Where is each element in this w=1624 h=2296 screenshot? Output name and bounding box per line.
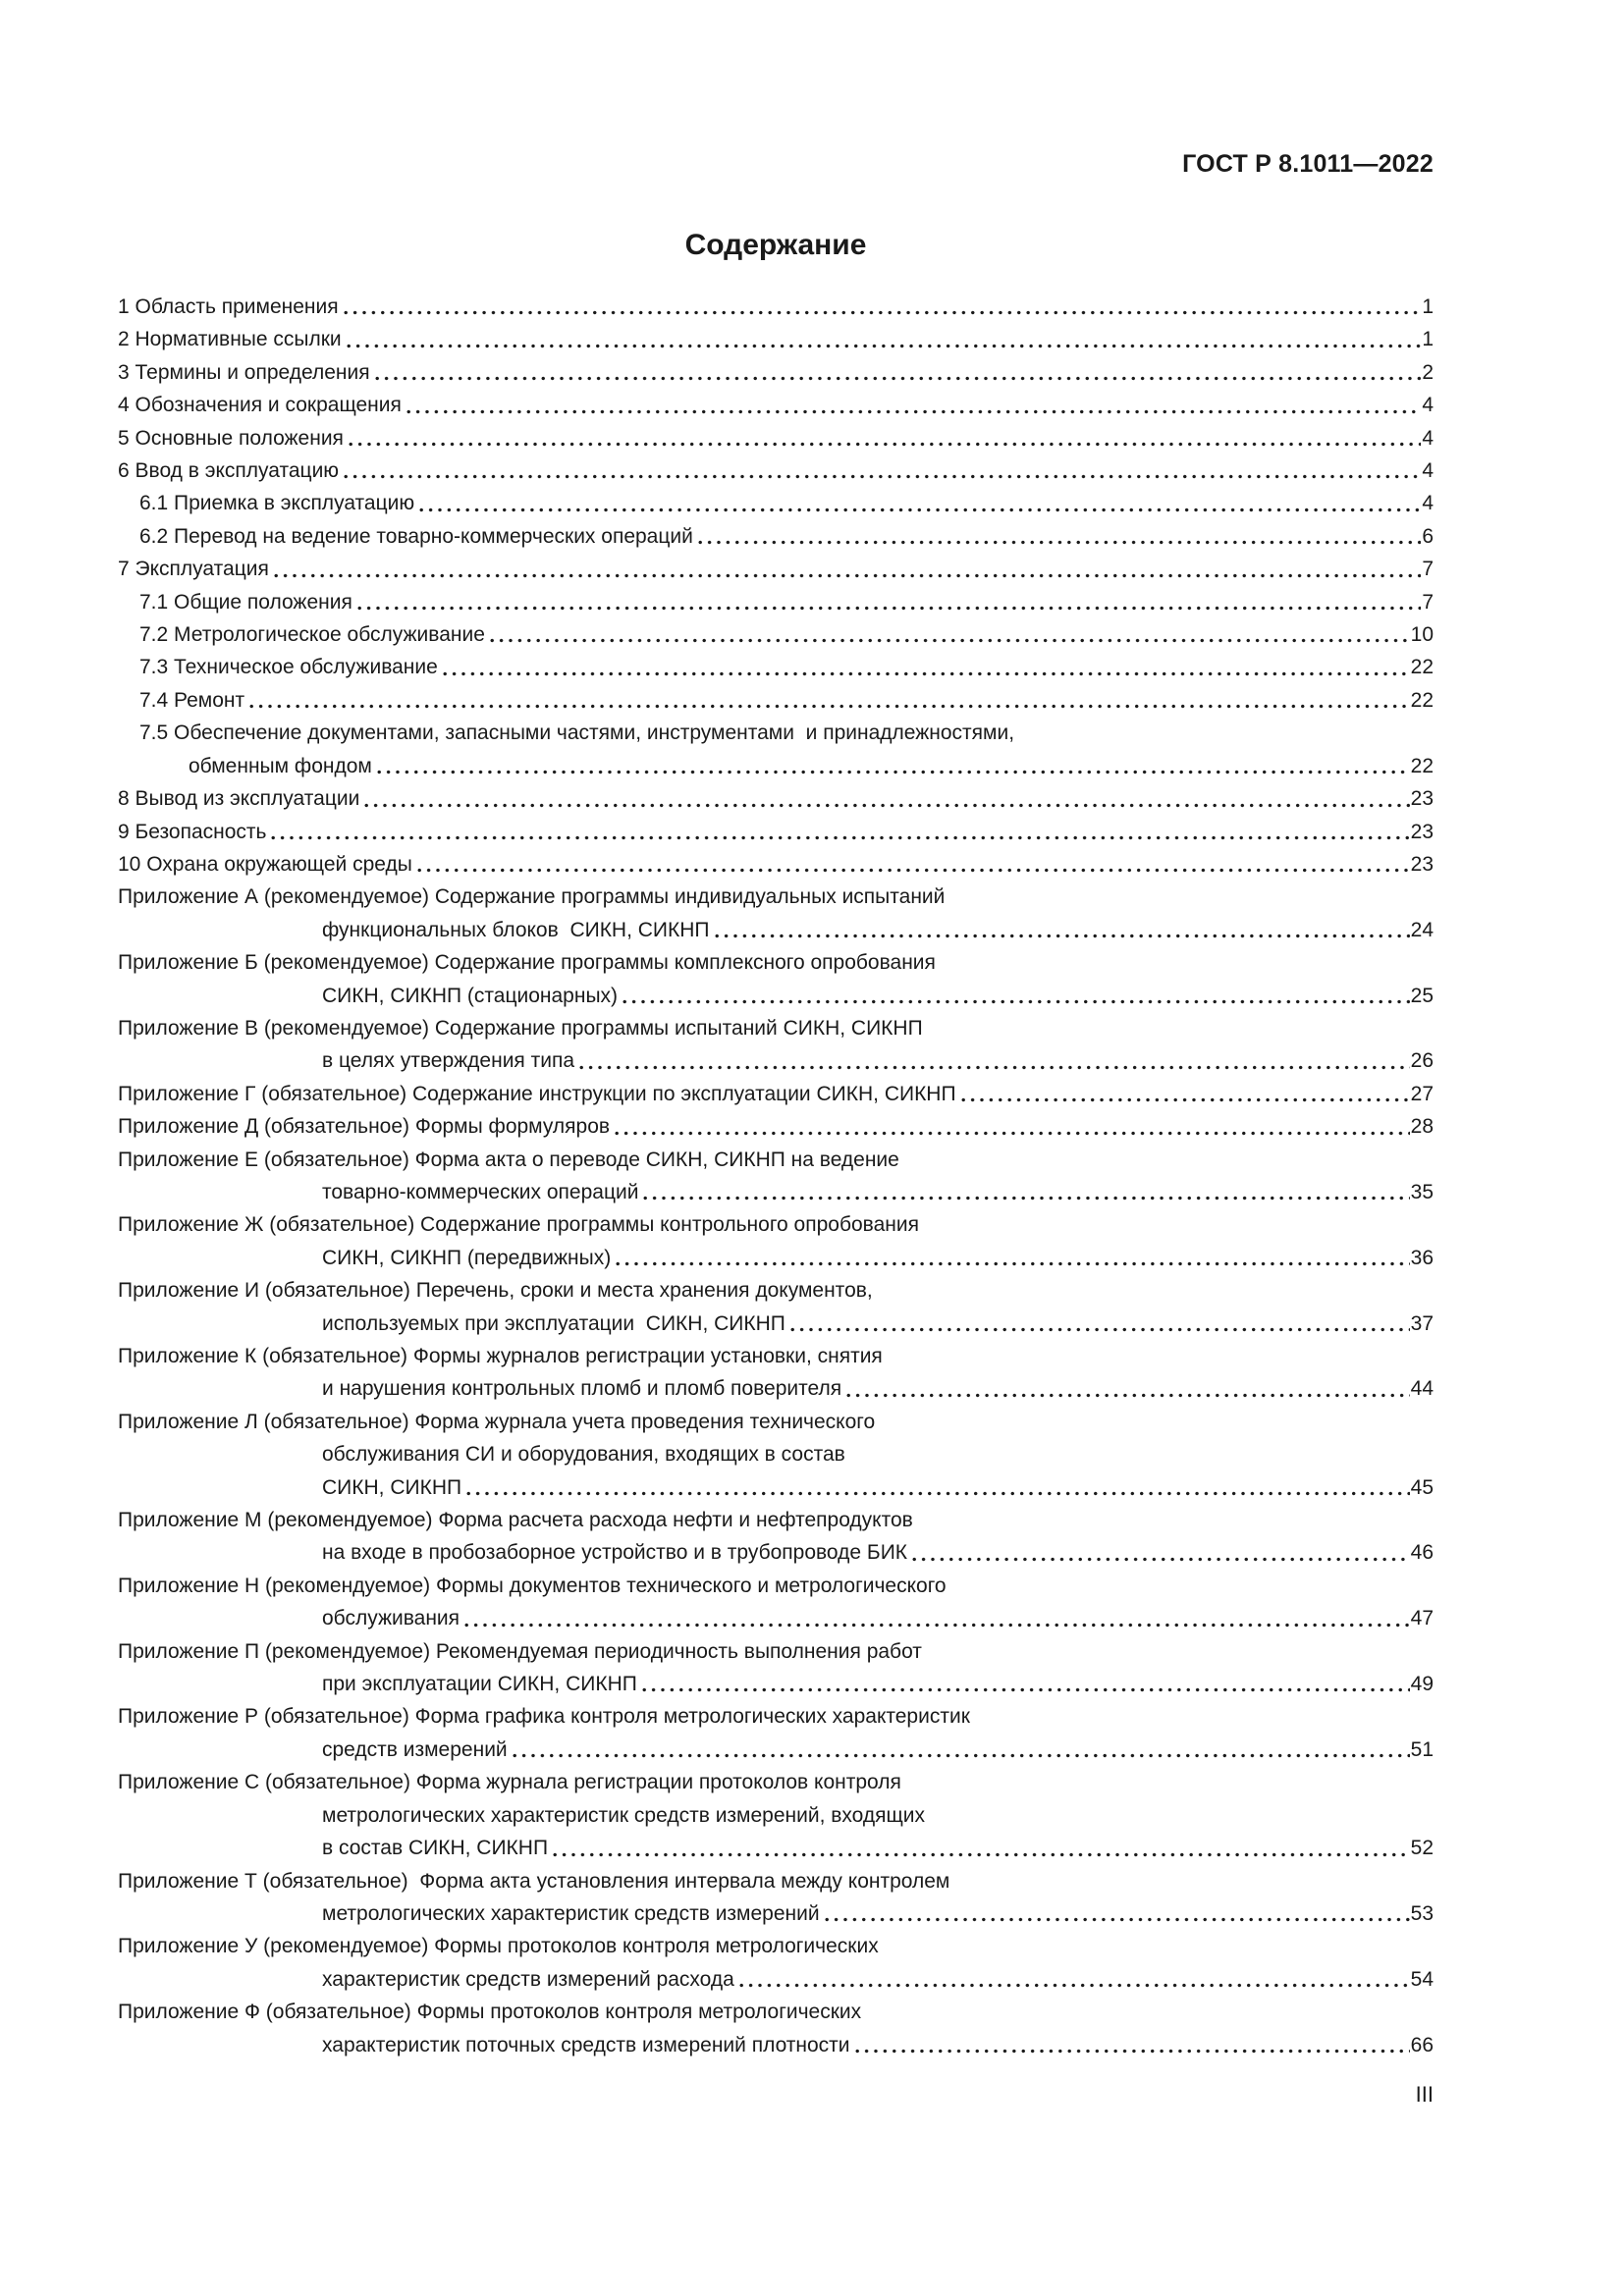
toc-entry-text: при эксплуатации СИКН, СИКНП: [322, 1673, 637, 1696]
toc-entry-text: 7.2 Метрологическое обслуживание: [139, 623, 485, 647]
toc-entry: [118, 750, 1434, 782]
toc-page-number: 37: [1410, 1311, 1434, 1335]
toc-page-number: 45: [1410, 1475, 1434, 1499]
toc-entry: [118, 2029, 1434, 2061]
toc-entry-text: СИКН, СИКНП: [322, 1475, 462, 1499]
toc-entry: [118, 651, 1434, 683]
toc-entry: [118, 717, 1434, 749]
toc-page-number: 47: [1410, 1607, 1434, 1630]
toc-page-number: 36: [1410, 1246, 1434, 1269]
toc-leader-dots: [417, 868, 1410, 873]
toc-page-number: 44: [1410, 1377, 1434, 1401]
toc-entry-text: и нарушения контрольных пломб и пломб поверителя: [322, 1377, 842, 1401]
toc-entry: [118, 1044, 1434, 1077]
toc-entry: [118, 553, 1434, 585]
toc-entry-text: 6.1 Приемка в эксплуатацию: [139, 492, 415, 515]
toc-entry: [118, 356, 1434, 389]
toc-page-number: 4: [1422, 426, 1434, 450]
toc-page-number: 2: [1422, 360, 1434, 384]
toc-page-number: 28: [1410, 1115, 1434, 1139]
toc-leader-dots: [443, 671, 1410, 676]
toc-entry-text: Приложение Г (обязательное) Содержание инструкции по эксплуатации СИКН, СИКНП: [118, 1082, 956, 1105]
toc-entry-text: 3 Термины и определения: [118, 360, 370, 384]
toc-entry: [118, 1668, 1434, 1700]
toc-entry-text: Приложение И (обязательное) Перечень, сроки и места хранения документов,: [118, 1279, 873, 1303]
toc-leader-dots: [855, 2049, 1410, 2054]
toc-leader-dots: [698, 540, 1421, 545]
toc-page-number: 22: [1410, 688, 1434, 712]
toc-entry-text: обменным фондом: [189, 754, 372, 777]
toc-entry-text: Приложение Н (рекомендуемое) Формы документов технического и метрологического: [118, 1574, 947, 1597]
toc-leader-dots: [616, 1261, 1409, 1266]
toc-entry-text: 7.5 Обеспечение документами, запасными частями, инструментами и принадлежностями,: [139, 721, 1015, 745]
toc-page-number: 35: [1410, 1180, 1434, 1203]
toc-leader-dots: [344, 310, 1422, 315]
toc-entry: [118, 520, 1434, 553]
toc-page-number: 22: [1410, 754, 1434, 777]
toc-entry-text: Приложение Б (рекомендуемое) Содержание программы комплексного опробования: [118, 951, 936, 975]
toc-entry-text: 2 Нормативные ссылки: [118, 328, 342, 351]
toc-entry: [118, 1078, 1434, 1110]
toc-entry: [118, 1865, 1434, 1897]
toc-entry: [118, 291, 1434, 323]
toc-entry-text: Приложение П (рекомендуемое) Рекомендуемая периодичность выполнения работ: [118, 1639, 922, 1663]
toc-entry: [118, 1242, 1434, 1274]
toc-entry-text: обслуживания СИ и оборудования, входящих в состав: [322, 1443, 845, 1467]
toc-entry: [118, 422, 1434, 454]
toc-entry-text: на входе в пробозаборное устройство и в трубопроводе БИК: [322, 1541, 908, 1565]
page-number: III: [1415, 2081, 1434, 2107]
toc-page-number: 7: [1422, 590, 1434, 614]
toc-entry-text: Приложение Т (обязательное) Форма акта установления интервала между контролем: [118, 1869, 950, 1893]
toc-page-number: 6: [1422, 524, 1434, 548]
toc-entry-text: СИКН, СИКНП (передвижных): [322, 1246, 612, 1269]
toc-entry: [118, 1799, 1434, 1832]
toc-entry-text: 6 Ввод в эксплуатацию: [118, 459, 340, 483]
toc-entry-text: в состав СИКН, СИКНП: [322, 1837, 549, 1860]
table-of-contents: [118, 291, 1434, 2061]
toc-entry: [118, 1504, 1434, 1536]
toc-leader-dots: [271, 835, 1409, 840]
toc-entry: [118, 1110, 1434, 1143]
toc-entry: [118, 1208, 1434, 1241]
toc-page-number: 53: [1410, 1901, 1434, 1925]
toc-page-number: 4: [1422, 459, 1434, 483]
toc-entry-text: Приложение Ф (обязательное) Формы протоколов контроля метрологических: [118, 2001, 862, 2024]
toc-entry-text: товарно-коммерческих операций: [322, 1180, 639, 1203]
toc-title: Содержание: [684, 229, 867, 261]
toc-entry: [118, 1570, 1434, 1602]
toc-entry-text: метрологических характеристик средств измерений: [322, 1901, 820, 1925]
toc-entry-text: 8 Вывод из эксплуатации: [118, 787, 360, 811]
toc-page-number: 51: [1410, 1737, 1434, 1761]
toc-page-number: 7: [1422, 558, 1434, 581]
toc-page-number: 46: [1410, 1541, 1434, 1565]
toc-leader-dots: [961, 1097, 1410, 1102]
toc-leader-dots: [846, 1393, 1410, 1398]
toc-page-number: 10: [1410, 623, 1434, 647]
toc-entry: [118, 1340, 1434, 1372]
toc-page-number: 66: [1410, 2033, 1434, 2056]
toc-leader-dots: [377, 770, 1410, 774]
toc-page-number: 49: [1410, 1673, 1434, 1696]
toc-entry-text: Приложение К (обязательное) Формы журналов регистрации установки, снятия: [118, 1345, 883, 1367]
toc-leader-dots: [349, 442, 1421, 447]
toc-page-number: 54: [1410, 1967, 1434, 1991]
toc-leader-dots: [274, 573, 1421, 578]
toc-leader-dots: [375, 376, 1422, 381]
toc-entry: [118, 389, 1434, 421]
toc-page-number: 23: [1410, 852, 1434, 876]
toc-leader-dots: [912, 1557, 1410, 1562]
toc-entry: [118, 1274, 1434, 1307]
toc-entry: [118, 848, 1434, 881]
toc-page-number: 24: [1410, 918, 1434, 941]
toc-entry: [118, 946, 1434, 979]
toc-entry: [118, 1832, 1434, 1864]
toc-leader-dots: [790, 1327, 1410, 1332]
toc-leader-dots: [553, 1852, 1410, 1857]
toc-entry-text: характеристик поточных средств измерений плотности: [322, 2033, 850, 2056]
toc-leader-dots: [357, 606, 1421, 611]
toc-entry-text: 7 Эксплуатация: [118, 558, 269, 581]
toc-entry-text: 10 Охрана окружающей среды: [118, 852, 412, 876]
toc-entry: [118, 1635, 1434, 1668]
toc-leader-dots: [715, 934, 1410, 938]
toc-page-number: 1: [1422, 295, 1434, 318]
toc-entry: [118, 1734, 1434, 1766]
toc-page-number: 26: [1410, 1049, 1434, 1073]
toc-entry-text: 4 Обозначения и сокращения: [118, 394, 402, 417]
toc-entry: [118, 1308, 1434, 1340]
toc-entry-text: функциональных блоков СИКН, СИКНП: [322, 918, 710, 941]
toc-leader-dots: [464, 1623, 1410, 1628]
toc-entry: [118, 782, 1434, 815]
toc-leader-dots: [579, 1065, 1410, 1070]
toc-entry: [118, 1471, 1434, 1504]
toc-entry-text: характеристик средств измерений расхода: [322, 1967, 734, 1991]
toc-entry: [118, 1372, 1434, 1405]
toc-page-number: 23: [1410, 820, 1434, 843]
toc-entry-text: 7.4 Ремонт: [139, 688, 245, 712]
toc-leader-dots: [739, 1983, 1410, 1988]
toc-page-number: 1: [1422, 328, 1434, 351]
toc-leader-dots: [466, 1491, 1410, 1496]
toc-entry: [118, 487, 1434, 519]
toc-entry: [118, 816, 1434, 848]
toc-entry: [118, 1536, 1434, 1569]
toc-page-number: 52: [1410, 1837, 1434, 1860]
toc-leader-dots: [513, 1753, 1410, 1758]
toc-entry: [118, 586, 1434, 618]
toc-entry-text: 1 Область применения: [118, 295, 339, 318]
toc-entry: [118, 1012, 1434, 1044]
toc-entry: [118, 1897, 1434, 1930]
toc-entry-text: 9 Безопасность: [118, 820, 267, 843]
toc-leader-dots: [406, 409, 1421, 414]
toc-entry-text: 7.3 Техническое обслуживание: [139, 656, 438, 679]
toc-leader-dots: [419, 507, 1421, 512]
toc-entry-text: Приложение У (рекомендуемое) Формы протоколов контроля метрологических: [118, 1935, 879, 1958]
toc-entry: [118, 1602, 1434, 1634]
toc-entry-text: метрологических характеристик средств измерений, входящих: [322, 1803, 926, 1827]
toc-entry-text: Приложение Л (обязательное) Форма журнала учета проведения технического: [118, 1410, 876, 1433]
toc-leader-dots: [249, 704, 1410, 709]
toc-entry: [118, 1700, 1434, 1733]
toc-entry-text: Приложение Р (обязательное) Форма графика контроля метрологических характеристик: [118, 1705, 970, 1729]
toc-page-number: 4: [1422, 492, 1434, 515]
toc-entry-text: 5 Основные положения: [118, 426, 344, 450]
toc-entry-text: в целях утверждения типа: [322, 1049, 575, 1073]
toc-page-number: 25: [1410, 984, 1434, 1007]
toc-entry: [118, 1176, 1434, 1208]
toc-entry: [118, 914, 1434, 946]
toc-entry: [118, 454, 1434, 487]
toc-page-number: 23: [1410, 787, 1434, 811]
toc-entry: [118, 323, 1434, 355]
toc-leader-dots: [623, 999, 1410, 1004]
toc-leader-dots: [490, 638, 1410, 643]
toc-page-number: 4: [1422, 394, 1434, 417]
toc-leader-dots: [825, 1917, 1410, 1922]
toc-entry: [118, 684, 1434, 717]
toc-page-number: 22: [1410, 656, 1434, 679]
toc-entry: [118, 881, 1434, 913]
toc-entry-text: Приложение М (рекомендуемое) Форма расчета расхода нефти и нефтепродуктов: [118, 1509, 913, 1532]
toc-entry-text: Приложение Ж (обязательное) Содержание программы контрольного опробования: [118, 1213, 919, 1237]
toc-entry-text: 7.1 Общие положения: [139, 590, 352, 614]
toc-leader-dots: [615, 1131, 1410, 1136]
toc-entry-text: обслуживания: [322, 1607, 460, 1630]
toc-entry: [118, 1766, 1434, 1798]
toc-entry-text: средств измерений: [322, 1737, 508, 1761]
toc-entry-text: Приложение Е (обязательное) Форма акта о переводе СИКН, СИКНП на ведение: [118, 1148, 899, 1171]
toc-leader-dots: [344, 474, 1421, 479]
toc-entry-text: 6.2 Перевод на ведение товарно-коммерческих операций: [139, 524, 693, 548]
toc-page-number: 27: [1410, 1082, 1434, 1105]
toc-entry-text: Приложение С (обязательное) Форма журнала регистрации протоколов контроля: [118, 1771, 901, 1794]
document-code: ГОСТ Р 8.1011—2022: [1182, 150, 1434, 178]
toc-leader-dots: [643, 1196, 1409, 1201]
toc-entry: [118, 1438, 1434, 1470]
toc-entry-text: используемых при эксплуатации СИКН, СИКНП: [322, 1311, 785, 1335]
toc-entry-text: Приложение В (рекомендуемое) Содержание программы испытаний СИКН, СИКНП: [118, 1016, 923, 1040]
toc-entry-text: Приложение А (рекомендуемое) Содержание программы индивидуальных испытаний: [118, 885, 946, 909]
toc-entry: [118, 980, 1434, 1012]
toc-leader-dots: [347, 344, 1422, 348]
toc-entry: [118, 1144, 1434, 1176]
toc-leader-dots: [642, 1687, 1410, 1692]
toc-entry: [118, 1406, 1434, 1438]
toc-leader-dots: [364, 803, 1409, 808]
toc-entry-text: СИКН, СИКНП (стационарных): [322, 984, 619, 1007]
toc-entry: [118, 1963, 1434, 1996]
toc-entry: [118, 618, 1434, 651]
toc-entry: [118, 1930, 1434, 1962]
toc-entry-text: Приложение Д (обязательное) Формы формуляров: [118, 1115, 611, 1139]
toc-entry: [118, 1996, 1434, 2028]
